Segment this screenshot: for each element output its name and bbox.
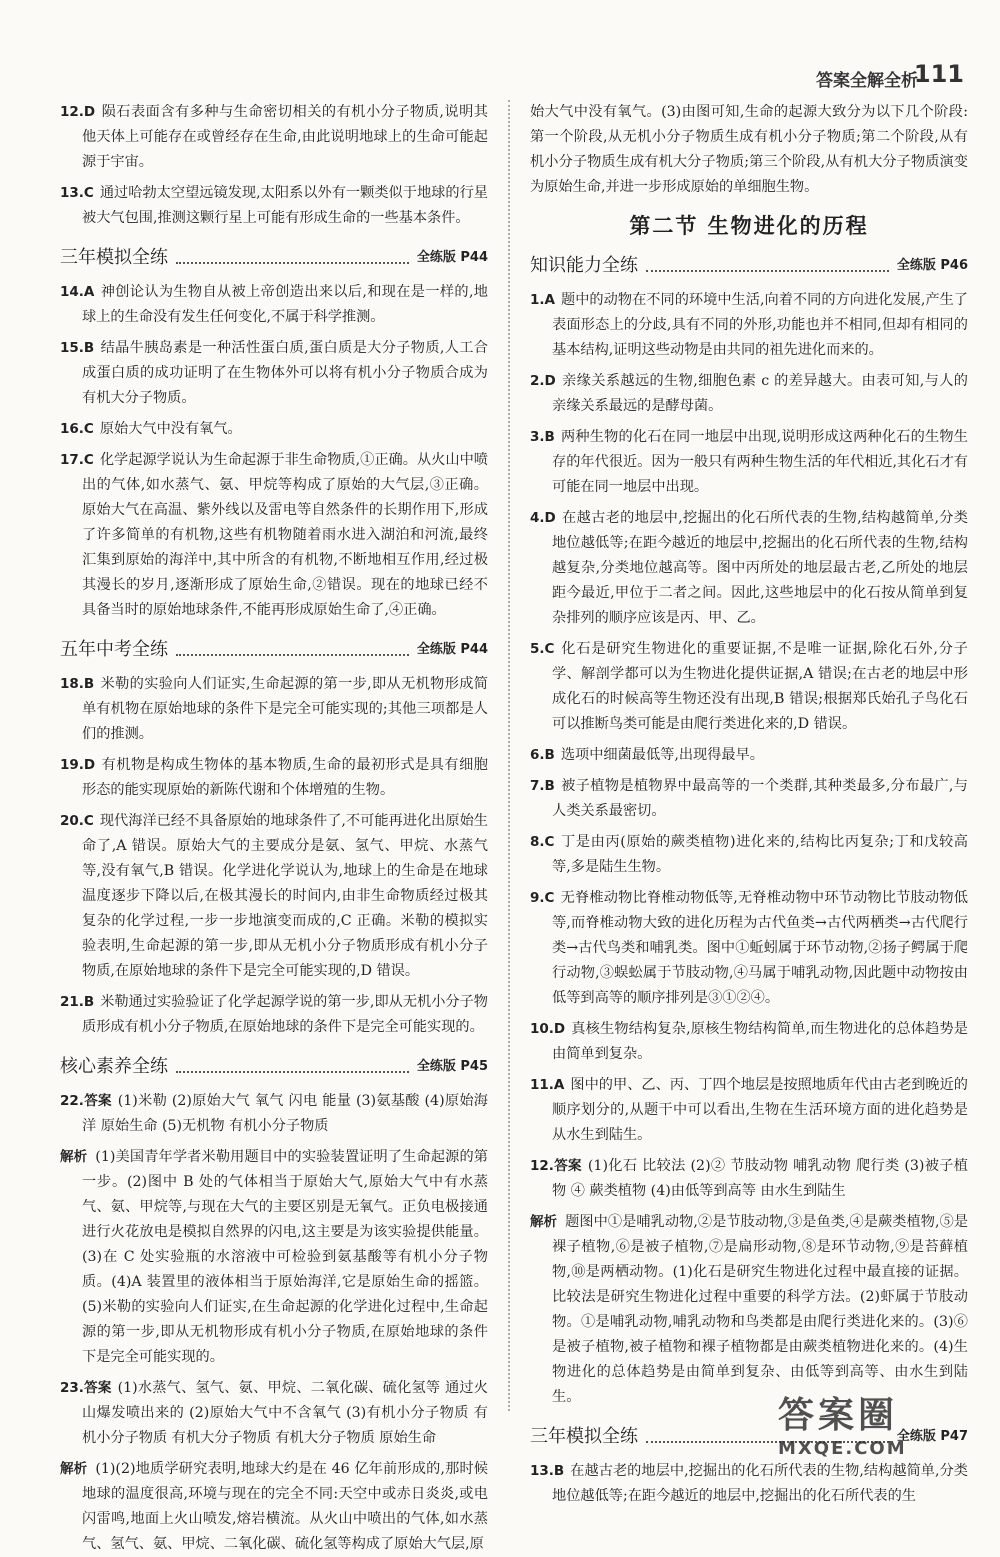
item-number: 10.D	[530, 1021, 566, 1037]
dotted-leader	[176, 654, 409, 656]
answer-item	[60, 181, 488, 231]
item-text: 在越古老的地层中,挖掘出的化石所代表的生物,结构越简单,分类地位越低等;在距今越近的地层中,挖掘出的化石所代表的生物,结构越复杂,分类地位越高等。图中丙所处的地层最古老,乙所处的地层距今最近,甲位于二者之间。因此,这些地层中的化石按从简单到复杂排列的顺序应该是丙、甲、乙。	[552, 510, 968, 626]
item-text: 两种生物的化石在同一地层中出现,说明形成这两种化石的生物生存的年代很近。因为一般只有两种生物生活的年代相近,其化石才有可能在同一地层中出现。	[552, 429, 968, 495]
answer-item	[530, 830, 968, 880]
item-number: 1.A	[530, 292, 555, 308]
item-text: 丁是由丙(原始的蕨类植物)进化来的,结构比丙复杂;丁和戊较高等,多是陆生生物。	[552, 834, 968, 875]
item-number: 11.A	[530, 1077, 565, 1093]
item-text: 图中的甲、乙、丙、丁四个地层是按照地质年代由古老到晚近的顺序划分的,从题干中可以看出,生物在生活环境方面的进化趋势是从水生到陆生。	[552, 1077, 968, 1143]
item-number: 13.C	[60, 185, 94, 201]
answer-item	[60, 336, 488, 411]
item-text: 有机物是构成生物体的基本物质,生命的最初形式是具有细胞形态的能实现原始的新陈代谢和个体增殖的生物。	[82, 757, 488, 798]
item-number: 17.C	[60, 452, 94, 468]
answer-item	[530, 774, 968, 824]
item-number: 20.C	[60, 813, 94, 829]
item-number: 8.C	[530, 834, 555, 850]
header-title: 答案全解全析	[816, 71, 918, 91]
section-header	[60, 637, 488, 662]
item-number: 22.答案	[60, 1093, 112, 1109]
chapter-heading: 第二节 生物进化的历程	[629, 214, 869, 238]
answer-item	[530, 1073, 968, 1148]
left-column	[60, 100, 488, 1552]
item-number: 6.B	[530, 747, 555, 763]
analysis-text: (1)(2)地质学研究表明,地球大约是在 46 亿年前形成的,那时候地球的温度很高,环境与现在的完全不同:天空中或赤日炎炎,或电闪雷鸣,地面上火山喷发,熔岩横流。从火山中喷出的气体,如水蒸气、氢气、氨、甲烷、二氧化碳、硫化氢等构成了原始大气层,原	[82, 1461, 488, 1552]
section-title: 五年中考全练	[60, 639, 168, 660]
answer-item	[60, 448, 488, 623]
item-text: 题中的动物在不同的环境中生活,向着不同的方向进化发展,产生了表面形态上的分歧,具有不同的外形,功能也并不相同,但却有相同的基本结构,证明这些动物是由共同的祖先进化而来的。	[552, 292, 968, 358]
item-text: 选项中细菌最低等,出现得最早。	[560, 747, 764, 763]
item-text: 原始大气中没有氧气。	[99, 421, 242, 437]
item-number: 18.B	[60, 676, 95, 692]
watermark-url: MXQE.COM	[778, 1438, 907, 1459]
item-text: 化石是研究生物进化的重要证据,不是唯一证据,除化石外,分子学、解剖学都可以为生物进化提供证据,A 错误;在古老的地层中形成化石的时候高等生物还没有出现,B 错误;根据郑氏始孔子鸟化石可以推断鸟类可能是由爬行类进化来的,D 错误。	[552, 641, 968, 732]
section-title: 核心素养全练	[60, 1056, 168, 1077]
section-header	[60, 245, 488, 270]
column-divider	[508, 100, 510, 1411]
item-number: 21.B	[60, 994, 95, 1010]
item-text: 结晶牛胰岛素是一种活性蛋白质,蛋白质是大分子物质,人工合成蛋白质的成功证明了在生物体外可以将有机小分子物质合成为有机大分子物质。	[82, 340, 488, 406]
item-text: 亲缘关系越远的生物,细胞色素 c 的差异越大。由表可知,与人的亲缘关系最远的是酵母菌。	[552, 373, 968, 414]
answer-text: (1)化石 比较法 (2)② 节肢动物 哺乳动物 爬行类 (3)被子植物 ④ 蕨类植物 (4)由低等到高等 由水生到陆生	[552, 1158, 968, 1199]
answer-list	[530, 288, 968, 1148]
item-number: 3.B	[530, 429, 555, 445]
section-ref: 全练版 P46	[896, 258, 968, 273]
item-text: 神创论认为生物自从被上帝创造出来以后,和现在是一样的,地球上的生命没有发生任何变化,不属于科学推测。	[82, 284, 488, 325]
answer-item	[530, 743, 968, 768]
answer-item	[530, 369, 968, 419]
item-number: 9.C	[530, 890, 555, 906]
section-ref: 全练版 P44	[416, 642, 488, 657]
item-text: 化学起源学说认为生命起源于非生命物质,①正确。从火山中喷出的气体,如水蒸气、氨、甲烷等构成了原始的大气层,③正确。原始大气在高温、紫外线以及雷电等自然条件的长期作用下,形成了许多简单的有机物,这些有机物随着雨水进入湖泊和河流,最终汇集到原始的海洋中,其中所含的有机物,不断地相互作用,经过极其漫长的岁月,逐渐形成了原始生命,②错误。现在的地球已经不具备当时的原始地球条件,不能再形成原始生命了,④正确。	[82, 452, 488, 618]
section-title: 三年模拟全练	[60, 247, 168, 268]
answer-item	[530, 1017, 968, 1067]
item-text: 通过哈勃太空望远镜发现,太阳系以外有一颗类似于地球的行星被大气包围,推测这颗行星上可能有形成生命的一些基本条件。	[82, 185, 488, 226]
page-number: 111	[913, 60, 964, 88]
answer-item	[60, 280, 488, 330]
item-number: 19.D	[60, 757, 96, 773]
item-text: 在越古老的地层中,挖掘出的化石所代表的生物,结构越简单,分类地位越低等;在距今越近的地层中,挖掘出的化石所代表的生	[552, 1463, 968, 1504]
answer-item	[530, 288, 968, 363]
answer-item	[60, 753, 488, 803]
item-text: 被子植物是植物界中最高等的一个类群,其种类最多,分布最广,与人类关系最密切。	[552, 778, 968, 819]
answer-item	[60, 100, 488, 175]
item-text: 无脊椎动物比脊椎动物低等,无脊椎动物中环节动物比节肢动物低等,而脊椎动物大致的进化历程为古代鱼类→古代两栖类→古代爬行类→古代鸟类和哺乳类。图中①蚯蚓属于环节动物,②扬子鳄属于爬行动物,③蜈蚣属于节肢动物,④马属于哺乳动物,因此题中动物按由低等到高等的顺序排列是③①②④。	[552, 890, 968, 1006]
page-header	[0, 0, 1000, 100]
answer-item	[530, 886, 968, 1011]
item-text: 陨石表面含有多种与生命密切相关的有机小分子物质,说明其他天体上可能存在或曾经存在生命,由此说明地球上的生命可能起源于宇宙。	[82, 104, 488, 170]
item-number: 16.C	[60, 421, 94, 437]
answer-item	[530, 1154, 968, 1204]
answer-item	[530, 425, 968, 500]
analysis-item	[60, 1145, 488, 1370]
item-number: 5.C	[530, 641, 555, 657]
item-text: 真核生物结构复杂,原核生物结构简单,而生物进化的总体趋势是由简单到复杂。	[552, 1021, 968, 1062]
answer-item	[60, 809, 488, 984]
section-ref: 全练版 P44	[416, 250, 488, 265]
answer-list	[60, 672, 488, 1040]
continued-text: 始大气中没有氧气。(3)由图可知,生命的起源大致分为以下几个阶段:第一个阶段,从无机小分子物质生成有机小分子物质;第二个阶段,从有机小分子物质生成有机大分子物质;第三个阶段,从有机大分子物质演变为原始生命,并进一步形成原始的单细胞生物。	[530, 104, 968, 195]
item-text: 米勒的实验向人们证实,生命起源的第一步,即从无机物形成简单有机物在原始地球的条件下是完全可能实现的;其他三项都是人们的推测。	[82, 676, 488, 742]
watermark-logo	[778, 1387, 978, 1467]
item-number: 14.A	[60, 284, 95, 300]
section-ref: 全练版 P45	[416, 1059, 488, 1074]
item-number: 23.答案	[60, 1380, 112, 1396]
analysis-item	[60, 1457, 488, 1557]
item-number: 4.D	[530, 510, 556, 526]
dotted-leader	[646, 270, 889, 272]
answer-text: (1)水蒸气、氢气、氨、甲烷、二氧化碳、硫化氢等 通过火山爆发喷出来的 (2)原始大气中不含氧气 (3)有机小分子物质 有机小分子物质 有机大分子物质 有机大分子物质 原始生命	[82, 1380, 488, 1446]
section-header	[530, 253, 968, 278]
analysis-text: 题图中①是哺乳动物,②是节肢动物,③是鱼类,④是蕨类植物,⑤是裸子植物,⑥是被子植物,⑦是扁形动物,⑧是环节动物,⑨是苔藓植物,⑩是两栖动物。(1)化石是研究生物进化过程中最直接的证据。比较法是研究生物进化过程中重要的科学方法。(2)虾属于节肢动物。①是哺乳动物,哺乳动物和鸟类都是由爬行类进化来的。(3)⑥是被子植物,被子植物和裸子植物都是由蕨类植物进化来的。(4)生物进化的总体趋势是由简单到复杂、由低等到高等、由水生到陆生。	[552, 1214, 969, 1405]
item-number: 12.D	[60, 104, 96, 120]
dotted-leader	[176, 262, 409, 264]
answer-item	[60, 990, 488, 1040]
answer-item	[530, 637, 968, 737]
answer-list	[60, 100, 488, 231]
item-number: 12.答案	[530, 1158, 582, 1174]
answer-item	[60, 1089, 488, 1139]
answer-item	[530, 506, 968, 631]
answer-item	[60, 1376, 488, 1451]
answer-text: (1)米勒 (2)原始大气 氧气 闪电 能量 (3)氨基酸 (4)原始海洋 原始生命 (5)无机物 有机小分子物质	[82, 1093, 488, 1134]
answer-list	[60, 280, 488, 623]
analysis-label: 解析	[60, 1461, 88, 1477]
section-title: 三年模拟全练	[530, 1426, 638, 1447]
item-text: 米勒通过实验验证了化学起源学说的第一步,即从无机小分子物质形成有机小分子物质,在原始地球的条件下是完全可能实现的。	[82, 994, 488, 1035]
item-text: 现代海洋已经不具备原始的地球条件了,不可能再进化出原始生命了,A 错误。原始大气的主要成分是氨、氢气、甲烷、水蒸气等,没有氧气,B 错误。化学进化学说认为,地球上的生命是在地球温度逐步下降以后,在极其漫长的时间内,由非生命物质经过极其复杂的化学过程,一步一步地演变而成的,C 正确。米勒的模拟实验表明,生命起源的第一步,即从无机小分子物质形成有机小分子物质,在原始地球的条件下是完全可能实现的,D 错误。	[82, 813, 488, 979]
analysis-item	[530, 1210, 968, 1410]
section-header	[60, 1054, 488, 1079]
section-title: 知识能力全练	[530, 255, 638, 276]
section-ref: 全练版 P47	[896, 1429, 968, 1444]
dotted-leader	[176, 1071, 409, 1073]
analysis-label: 解析	[530, 1214, 558, 1230]
answer-item	[60, 417, 488, 442]
answer-item	[60, 672, 488, 747]
watermark-text: 答案圈	[778, 1395, 899, 1436]
item-number: 7.B	[530, 778, 555, 794]
item-number: 13.B	[530, 1463, 565, 1479]
item-number: 15.B	[60, 340, 95, 356]
item-number: 2.D	[530, 373, 556, 389]
analysis-text: (1)美国青年学者米勒用题目中的实验装置证明了生命起源的第一步。(2)图中 B 处的气体相当于原始大气,原始大气中有水蒸气、氨、甲烷等,与现在大气的主要区别是无氧气。正负电极接通进行火花放电是模拟自然界的闪电,这主要是为该实验提供能量。(3)在 C 处实验瓶的水溶液中可检验到氨基酸等有机小分子物质。(4)A 装置里的液体相当于原始海洋,它是原始生命的摇篮。(5)米勒的实验向人们证实,在生命起源的化学进化过程中,生命起源的第一步,即从无机物形成有机小分子物质,在原始地球的条件下是完全可能实现的。	[82, 1149, 488, 1365]
analysis-label: 解析	[60, 1149, 88, 1165]
